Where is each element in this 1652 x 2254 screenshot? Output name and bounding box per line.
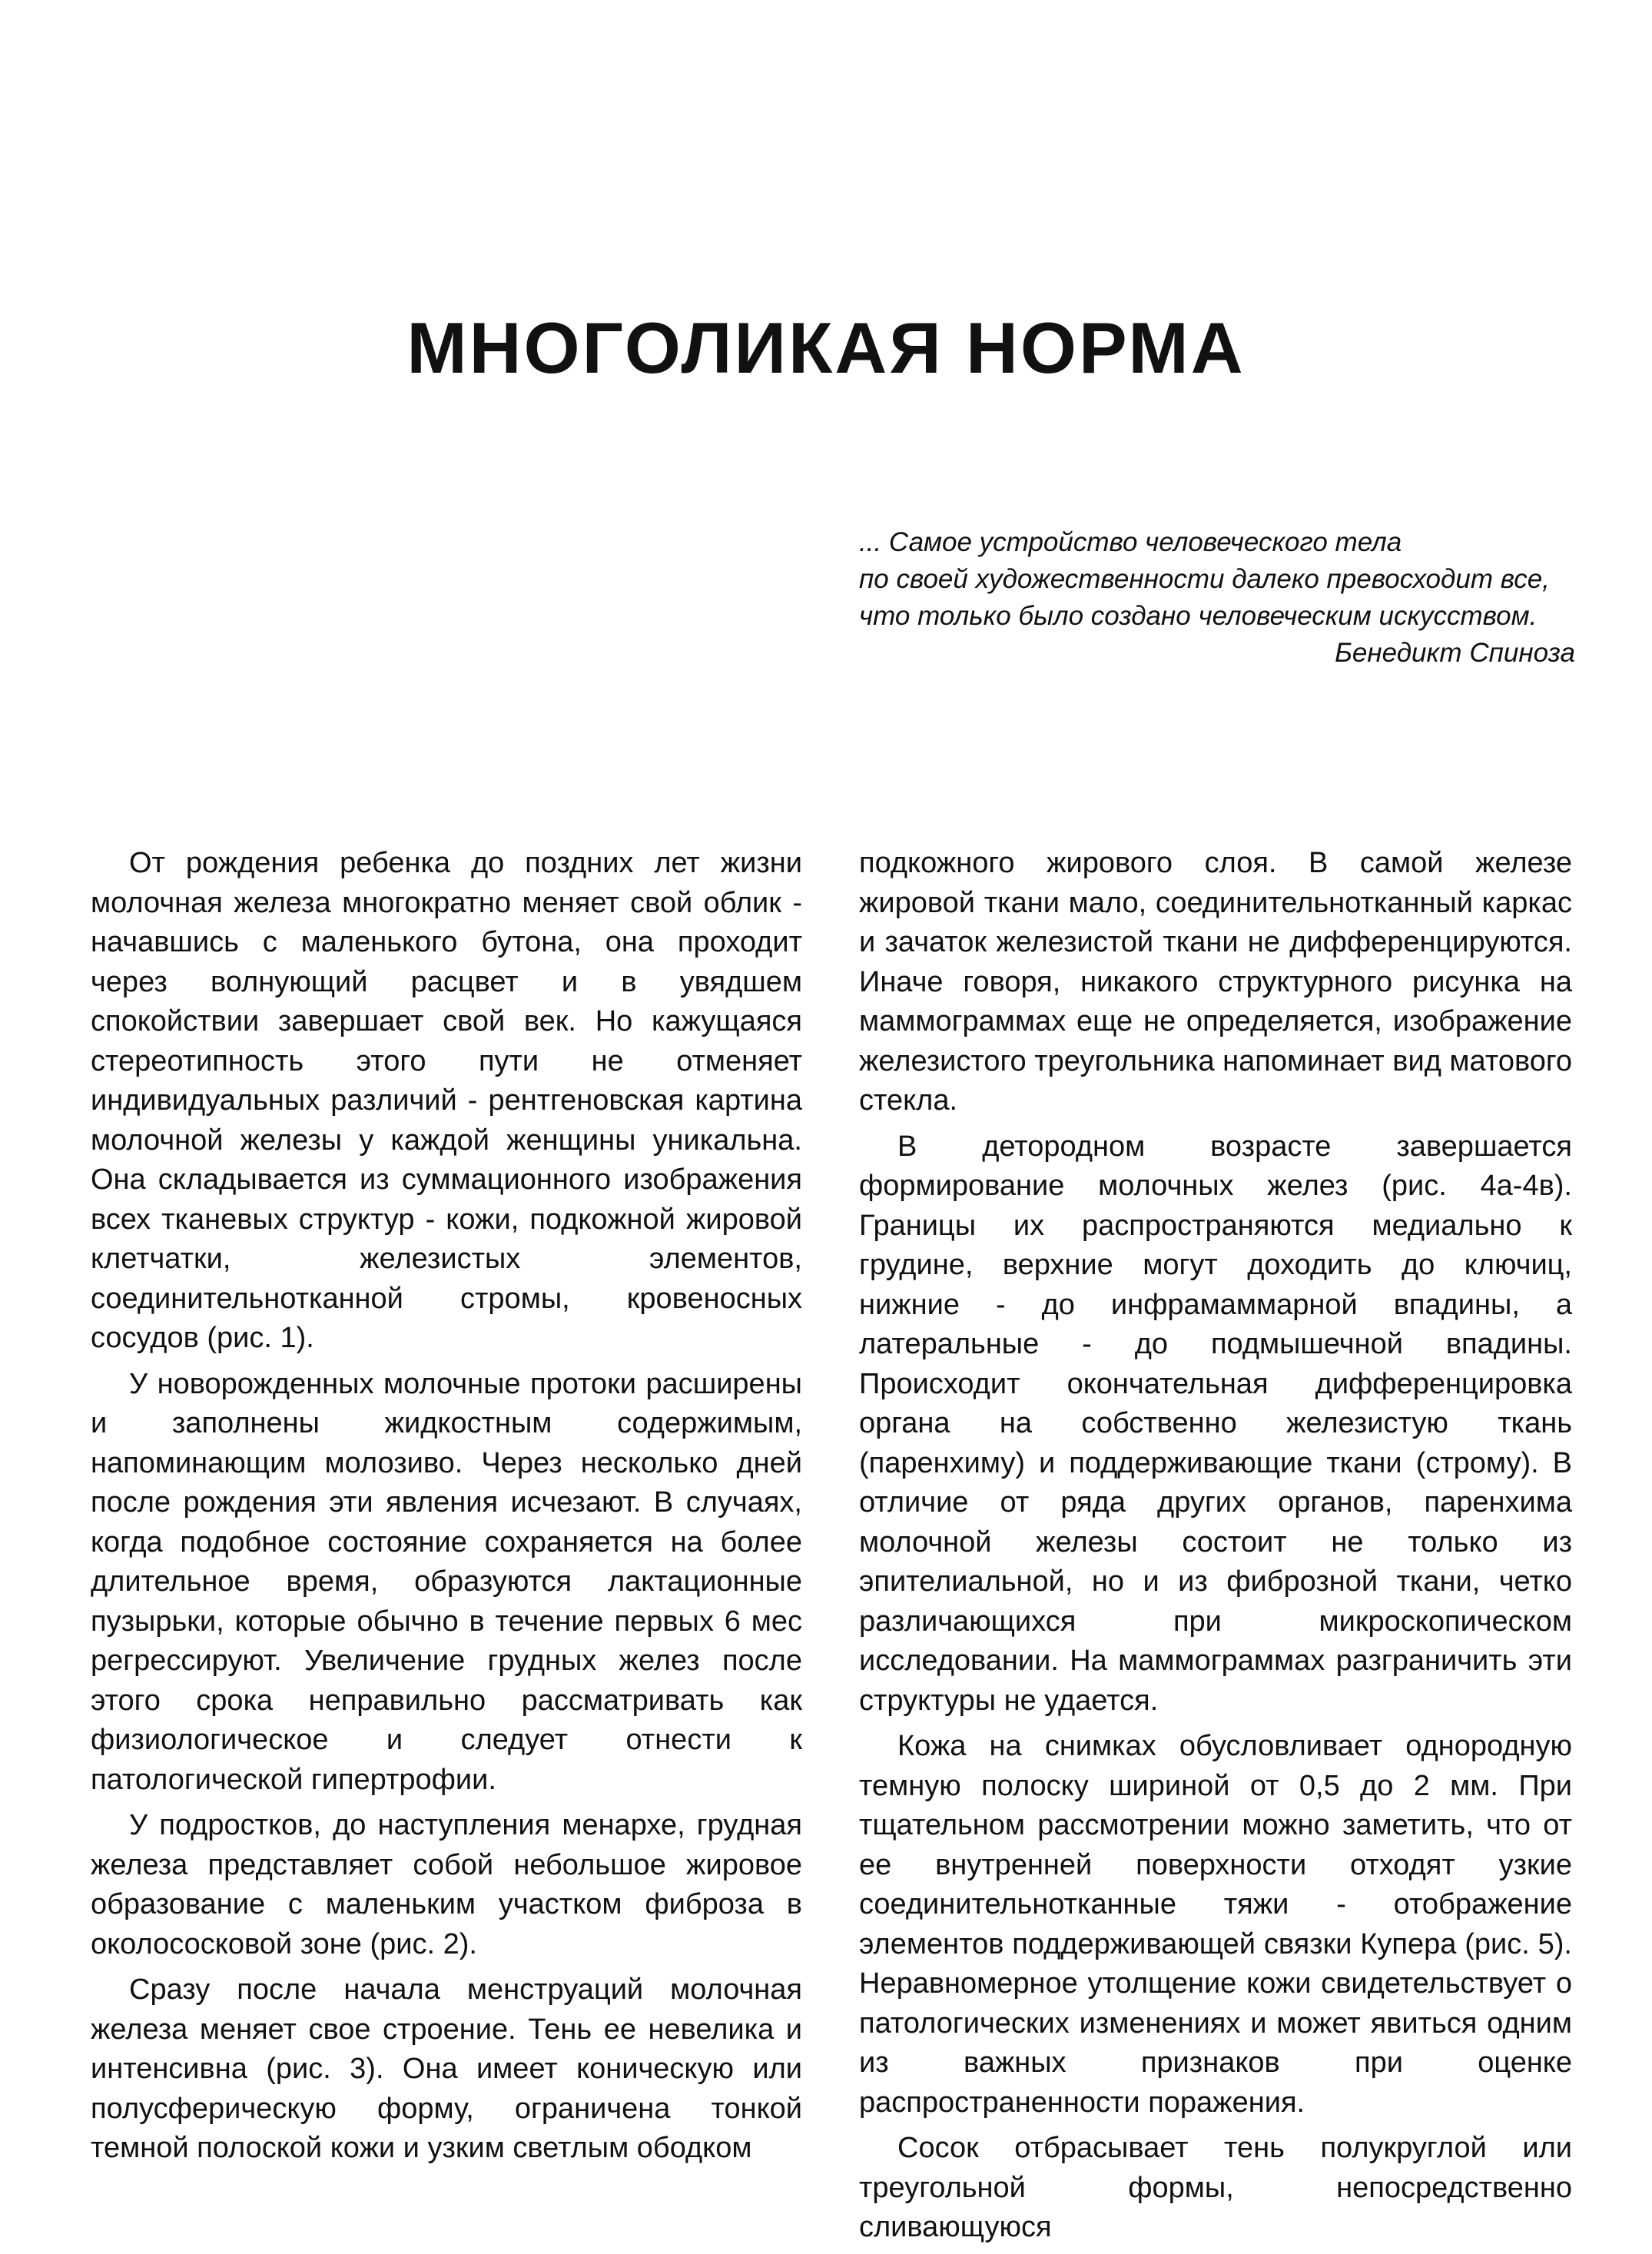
epigraph-author: Бенедикт Спиноза (1335, 638, 1575, 668)
paragraph: Сосок отбрасывает тень полукруглой или треугольной формы, непосредственно сливающуюся (859, 2132, 1572, 2243)
epigraph-line: что только было создано человеческим искусством. (859, 601, 1538, 631)
left-column (91, 844, 802, 2175)
epigraph-line: по своей художественности далеко превосходит все, (859, 564, 1550, 594)
epigraph-line: ... Самое устройство человеческого тела (859, 527, 1402, 557)
paragraph: В детородном возрасте завершается формирование молочных желез (рис. 4а-4в). Границы их распространяются медиально к грудине, верхние могут доходить до ключиц, нижние - до инфрамаммарной впадины, а латеральные - до подмышечной впадины. Происходит окончательная дифференцировка органа на собственно железистую ткань (паренхиму) и поддерживающие ткани (строму). В отличие от ряда других органов, паренхима молочной железы состоит не только из эпителиальной, но и из фиброзной ткани, четко различающихся при микроскопическом исследовании. На маммограммах разграничить эти структуры не удается. (859, 1130, 1572, 1717)
paragraph: подкожного жирового слоя. В самой железе жировой ткани мало, соединительнотканный каркас и зачаток железистой ткани не дифференцируются. Иначе говоря, никакого структурного рисунка на маммограммах еще не определяется, изображение железистого треугольника напоминает вид матового стекла. (859, 847, 1573, 1117)
paragraph: У новорожденных молочные протоки расширены и заполнены жидкостным содержимым, напоминающим молозиво. Через несколько дней после рождения эти явления исчезают. В случаях, когда подобное состояние сохраняется на более длительное время, образуются лактационные пузырьки, которые обычно в течение первых 6 мес регрессируют. Увеличение грудных желез после этого срока неправильно рассматривать как физиологическое и следует отнести к патологической гипертрофии. (91, 1367, 802, 1796)
epigraph (859, 524, 1597, 672)
paragraph: У подростков, до наступления менархе, грудная железа представляет собой небольшое жировое образование с маленьким участком фиброза в околососковой зоне (рис. 2). (91, 1809, 802, 1960)
paragraph: Кожа на снимках обусловливает однородную темную полоску шириной от 0,5 до 2 мм. При тщательном рассмотрении можно заметить, что от ее внутренней поверхности отходят узкие соединительнотканные тяжи - отображение элементов поддерживающей связки Купера (рис. 5). Неравномерное утолщение кожи свидетельствует о патологических изменениях и может явиться одним из важных признаков при оценке распространенности поражения. (859, 1730, 1572, 2119)
paragraph: От рождения ребенка до поздних лет жизни молочная железа многократно меняет свой облик - начавшись с маленького бутона, она проходит через волнующий расцвет и в увядшем спокойствии завершает свой век. Но кажущаяся стереотипность этого пути не отменяет индивидуальных различий - рентгеновская картина молочной железы у каждой женщины уникальна. Она складывается из суммационного изображения всех тканевых структур - кожи, подкожной жировой клетчатки, железистых элементов, соединительнотканной стромы, кровеносных сосудов (рис. 1). (91, 847, 802, 1354)
right-column (859, 844, 1572, 2254)
paragraph: Сразу после начала менструаций молочная железа меняет свое строение. Тень ее невелика и интенсивна (рис. 3). Она имеет коническую или полусферическую форму, ограничена тонкой темной полоской кожи и узким светлым ободком (91, 1973, 802, 2164)
page-title: МНОГОЛИКАЯ НОРМА (406, 307, 1246, 388)
